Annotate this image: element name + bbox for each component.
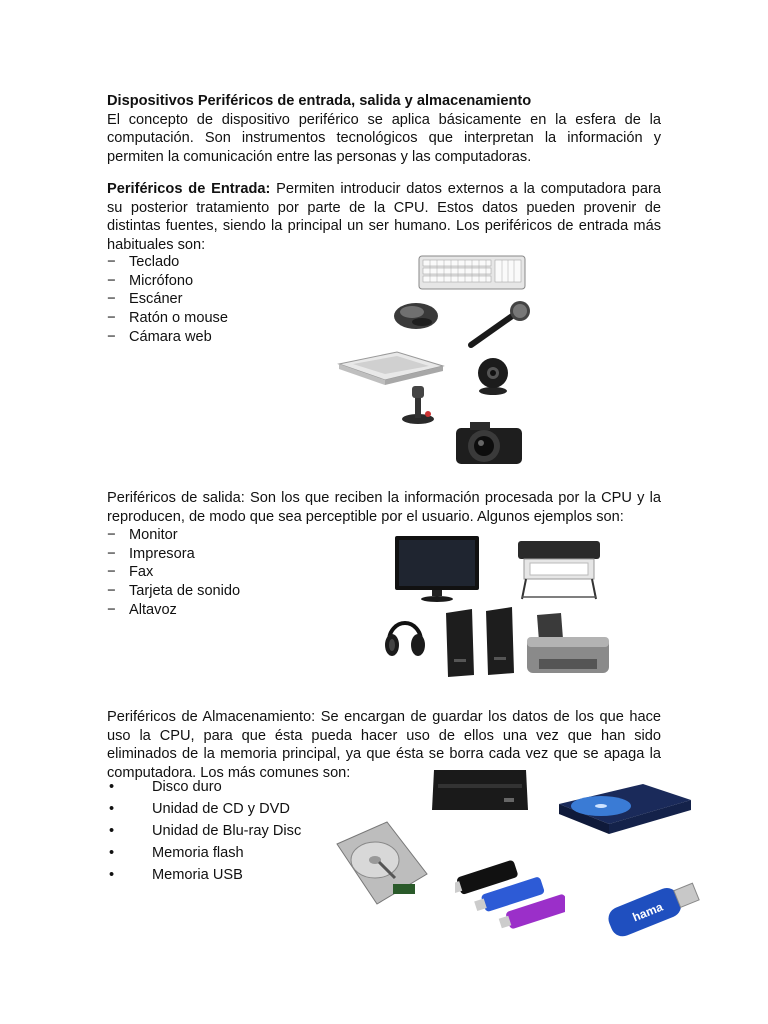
- list-item: − Escáner: [107, 290, 228, 309]
- printer-image: [516, 535, 602, 601]
- list-item: − Fax: [107, 563, 240, 582]
- scanner-image: [337, 350, 445, 386]
- list-item: − Cámara web: [107, 328, 228, 347]
- keyboard-image: [418, 253, 526, 291]
- list-item: − Tarjeta de sonido: [107, 582, 240, 601]
- flash-memory-image: [455, 848, 565, 936]
- document-title: Dispositivos Periféricos de entrada, salida y almacenamiento: [107, 93, 532, 109]
- joystick-image: [400, 383, 436, 425]
- list-item: − Ratón o mouse: [107, 309, 228, 328]
- input-paragraph: [107, 180, 661, 254]
- dvd-drive-image: [428, 768, 532, 818]
- input-heading: Periféricos de Entrada:: [107, 181, 271, 197]
- inkjet-printer-image: [525, 611, 611, 681]
- microphone-image: [465, 300, 535, 350]
- mouse-image: [392, 298, 440, 332]
- hard-disk-image: [333, 820, 429, 906]
- monitor-image: [394, 535, 480, 603]
- storage-list: [107, 777, 301, 887]
- speakers-image: [442, 607, 518, 679]
- usb-memory-image: [600, 870, 704, 942]
- usb-brand-label: hama: [630, 899, 665, 925]
- list-item: − Micrófono: [107, 272, 228, 291]
- input-list: [107, 253, 228, 347]
- list-item: − Altavoz: [107, 601, 240, 620]
- list-item: − Impresora: [107, 545, 240, 564]
- list-item: • Unidad de Blu-ray Disc: [107, 821, 301, 843]
- list-item: • Disco duro: [107, 777, 301, 799]
- list-item: • Memoria flash: [107, 843, 301, 865]
- list-item: • Unidad de CD y DVD: [107, 799, 301, 821]
- list-item: • Memoria USB: [107, 865, 301, 887]
- intro-paragraph: [107, 92, 661, 166]
- output-list: [107, 526, 240, 620]
- output-paragraph: Periféricos de salida: Son los que reciben la información procesada por la CPU y la reproducen, de modo que sea perceptible por el usuario. Algunos ejemplos son:: [107, 490, 661, 525]
- bluray-drive-image: [557, 780, 693, 838]
- input-text: Permiten introducir datos externos a la computadora para su posterior tratamiento por parte de la CPU. Estos datos pueden provenir de distintas fuentes, siendo la principal un ser humano. Los periféricos de entrada más habituales son:: [107, 181, 661, 253]
- storage-paragraph: Periféricos de Almacenamiento: Se encargan de guardar los datos de los que hace uso la CPU, para que ésta pueda hacer uso de ellos una vez que han sido eliminados de la memoria principal, ya que ésta se borra cada vez que se apaga la computadora. Los más comunes son:: [107, 709, 661, 781]
- list-item: − Teclado: [107, 253, 228, 272]
- intro-text: El concepto de dispositivo periférico se aplica básicamente en la esfera de la computación. Son instrumentos tecnológicos que interpretan la información y permiten la comunicación entre las personas y las computadoras.: [107, 111, 661, 165]
- list-item: − Monitor: [107, 526, 240, 545]
- webcam-image: [474, 355, 512, 395]
- headphones-image: [383, 611, 427, 663]
- camera-image: [454, 418, 526, 468]
